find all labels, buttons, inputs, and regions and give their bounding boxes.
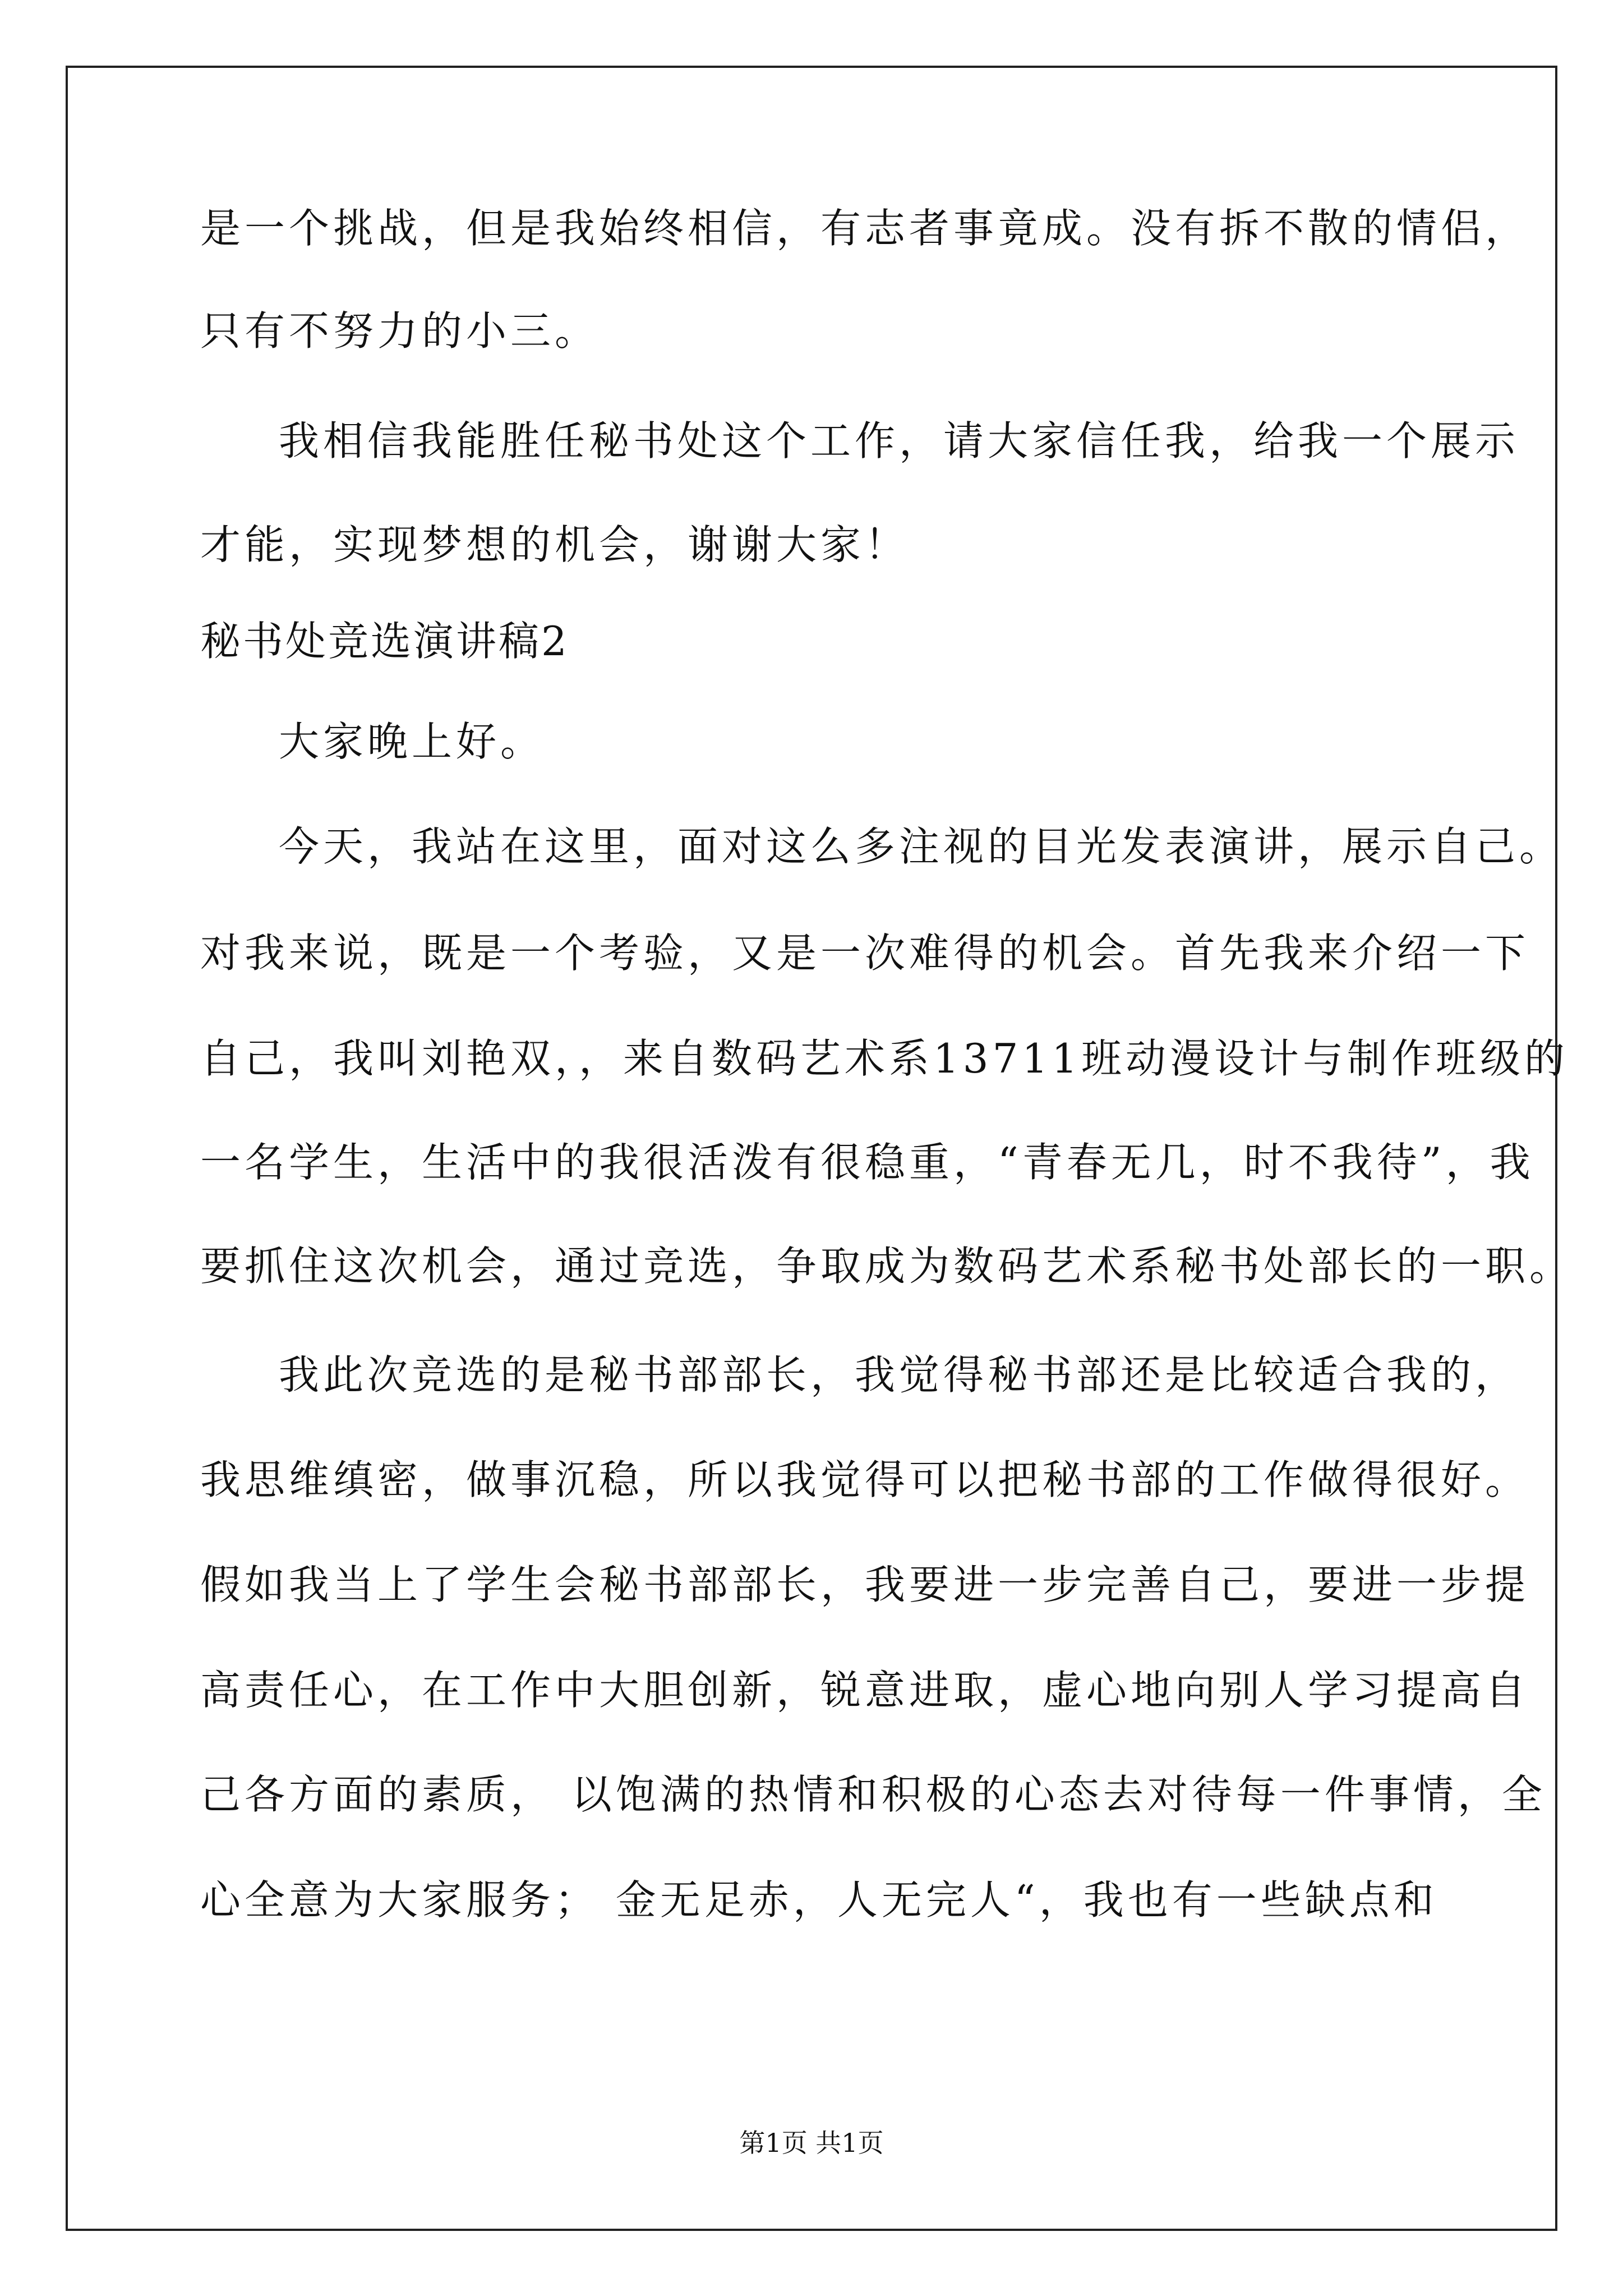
paragraph-start-line: 我相信我能胜任秘书处这个工作，请大家信任我，给我一个展示 — [279, 417, 1520, 464]
text-line: 己各方面的素质， 以饱满的热情和积极的心态去对待每一件事情，全 — [200, 1771, 1546, 1818]
text-line: 只有不努力的小三。 — [200, 307, 600, 355]
page-number-footer: 第1页 共1页 — [739, 2128, 884, 2158]
text-line: 自己，我叫刘艳双，，来自数码艺术系13711班动漫设计与制作班级的 — [200, 1035, 1569, 1082]
text-line: 心全意为大家服务； 金无足赤，人无完人“，我也有一些缺点和 — [200, 1876, 1438, 1924]
text-line: 对我来说，既是一个考验，又是一次难得的机会。首先我来介绍一下 — [200, 930, 1530, 977]
text-line: 一名学生，生活中的我很活泼有很稳重，“青春无几，时不我待”，我 — [200, 1139, 1534, 1186]
text-line: 高责任心，在工作中大胆创新，锐意进取，虚心地向别人学习提高自 — [200, 1667, 1530, 1714]
text-line: 是一个挑战，但是我始终相信，有志者事竟成。没有拆不散的情侣， — [200, 205, 1530, 252]
text-line: 要抓住这次机会，通过竞选，争取成为数码艺术系秘书处部长的一职。 — [200, 1243, 1574, 1290]
paragraph-start-line: 今天，我站在这里，面对这么多注视的目光发表演讲，展示自己。 — [279, 823, 1564, 870]
text-line: 才能，实现梦想的机会，谢谢大家！ — [200, 521, 910, 568]
text-line: 我思维缜密，做事沉稳，所以我觉得可以把秘书部的工作做得很好。 — [200, 1456, 1530, 1503]
paragraph-start-line: 我此次竞选的是秘书部部长，我觉得秘书部还是比较适合我的， — [279, 1351, 1520, 1398]
section-heading: 秘书处竞选演讲稿2 — [200, 618, 569, 665]
greeting-line: 大家晚上好。 — [279, 718, 545, 765]
text-line: 假如我当上了学生会秘书部部长，我要进一步完善自己，要进一步提 — [200, 1561, 1530, 1608]
